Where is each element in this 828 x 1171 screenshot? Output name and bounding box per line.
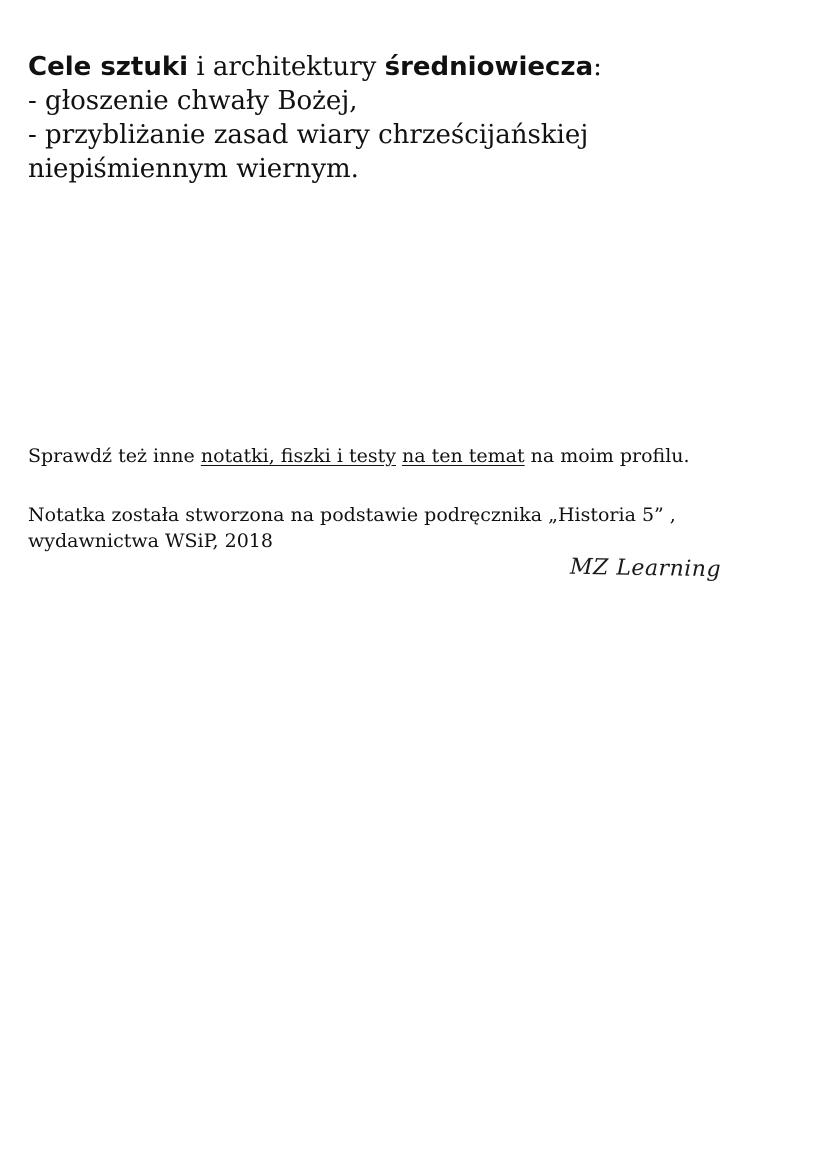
topic-link[interactable]: na ten temat	[402, 445, 525, 467]
author-signature: MZ Learning	[569, 554, 722, 583]
heading-mid: i architektury	[188, 52, 385, 82]
promo-prefix: Sprawdź też inne	[28, 445, 201, 467]
goals-section	[28, 50, 788, 186]
goals-heading	[28, 50, 788, 84]
profile-promo	[28, 442, 818, 470]
goal-item: - przybliżanie zasad wiary chrześcijańskiej	[28, 120, 589, 150]
source-line-2: wydawnictwa WSiP, 2018	[28, 530, 273, 552]
heading-end: :	[593, 52, 602, 82]
source-line-1: Notatka została stworzona na podstawie podręcznika „Historia 5” ,	[28, 504, 676, 526]
goal-item: - głoszenie chwały Bożej,	[28, 86, 358, 116]
heading-bold-1: Cele sztuki	[28, 52, 189, 82]
promo-suffix: na moim profilu.	[524, 445, 690, 467]
source-note	[28, 502, 818, 554]
heading-bold-2: średniowiecza	[384, 52, 594, 82]
goal-item-continuation: niepiśmiennym wiernym.	[28, 154, 359, 184]
notes-flashcards-tests-link[interactable]: notatki, fiszki i testy	[200, 445, 396, 467]
